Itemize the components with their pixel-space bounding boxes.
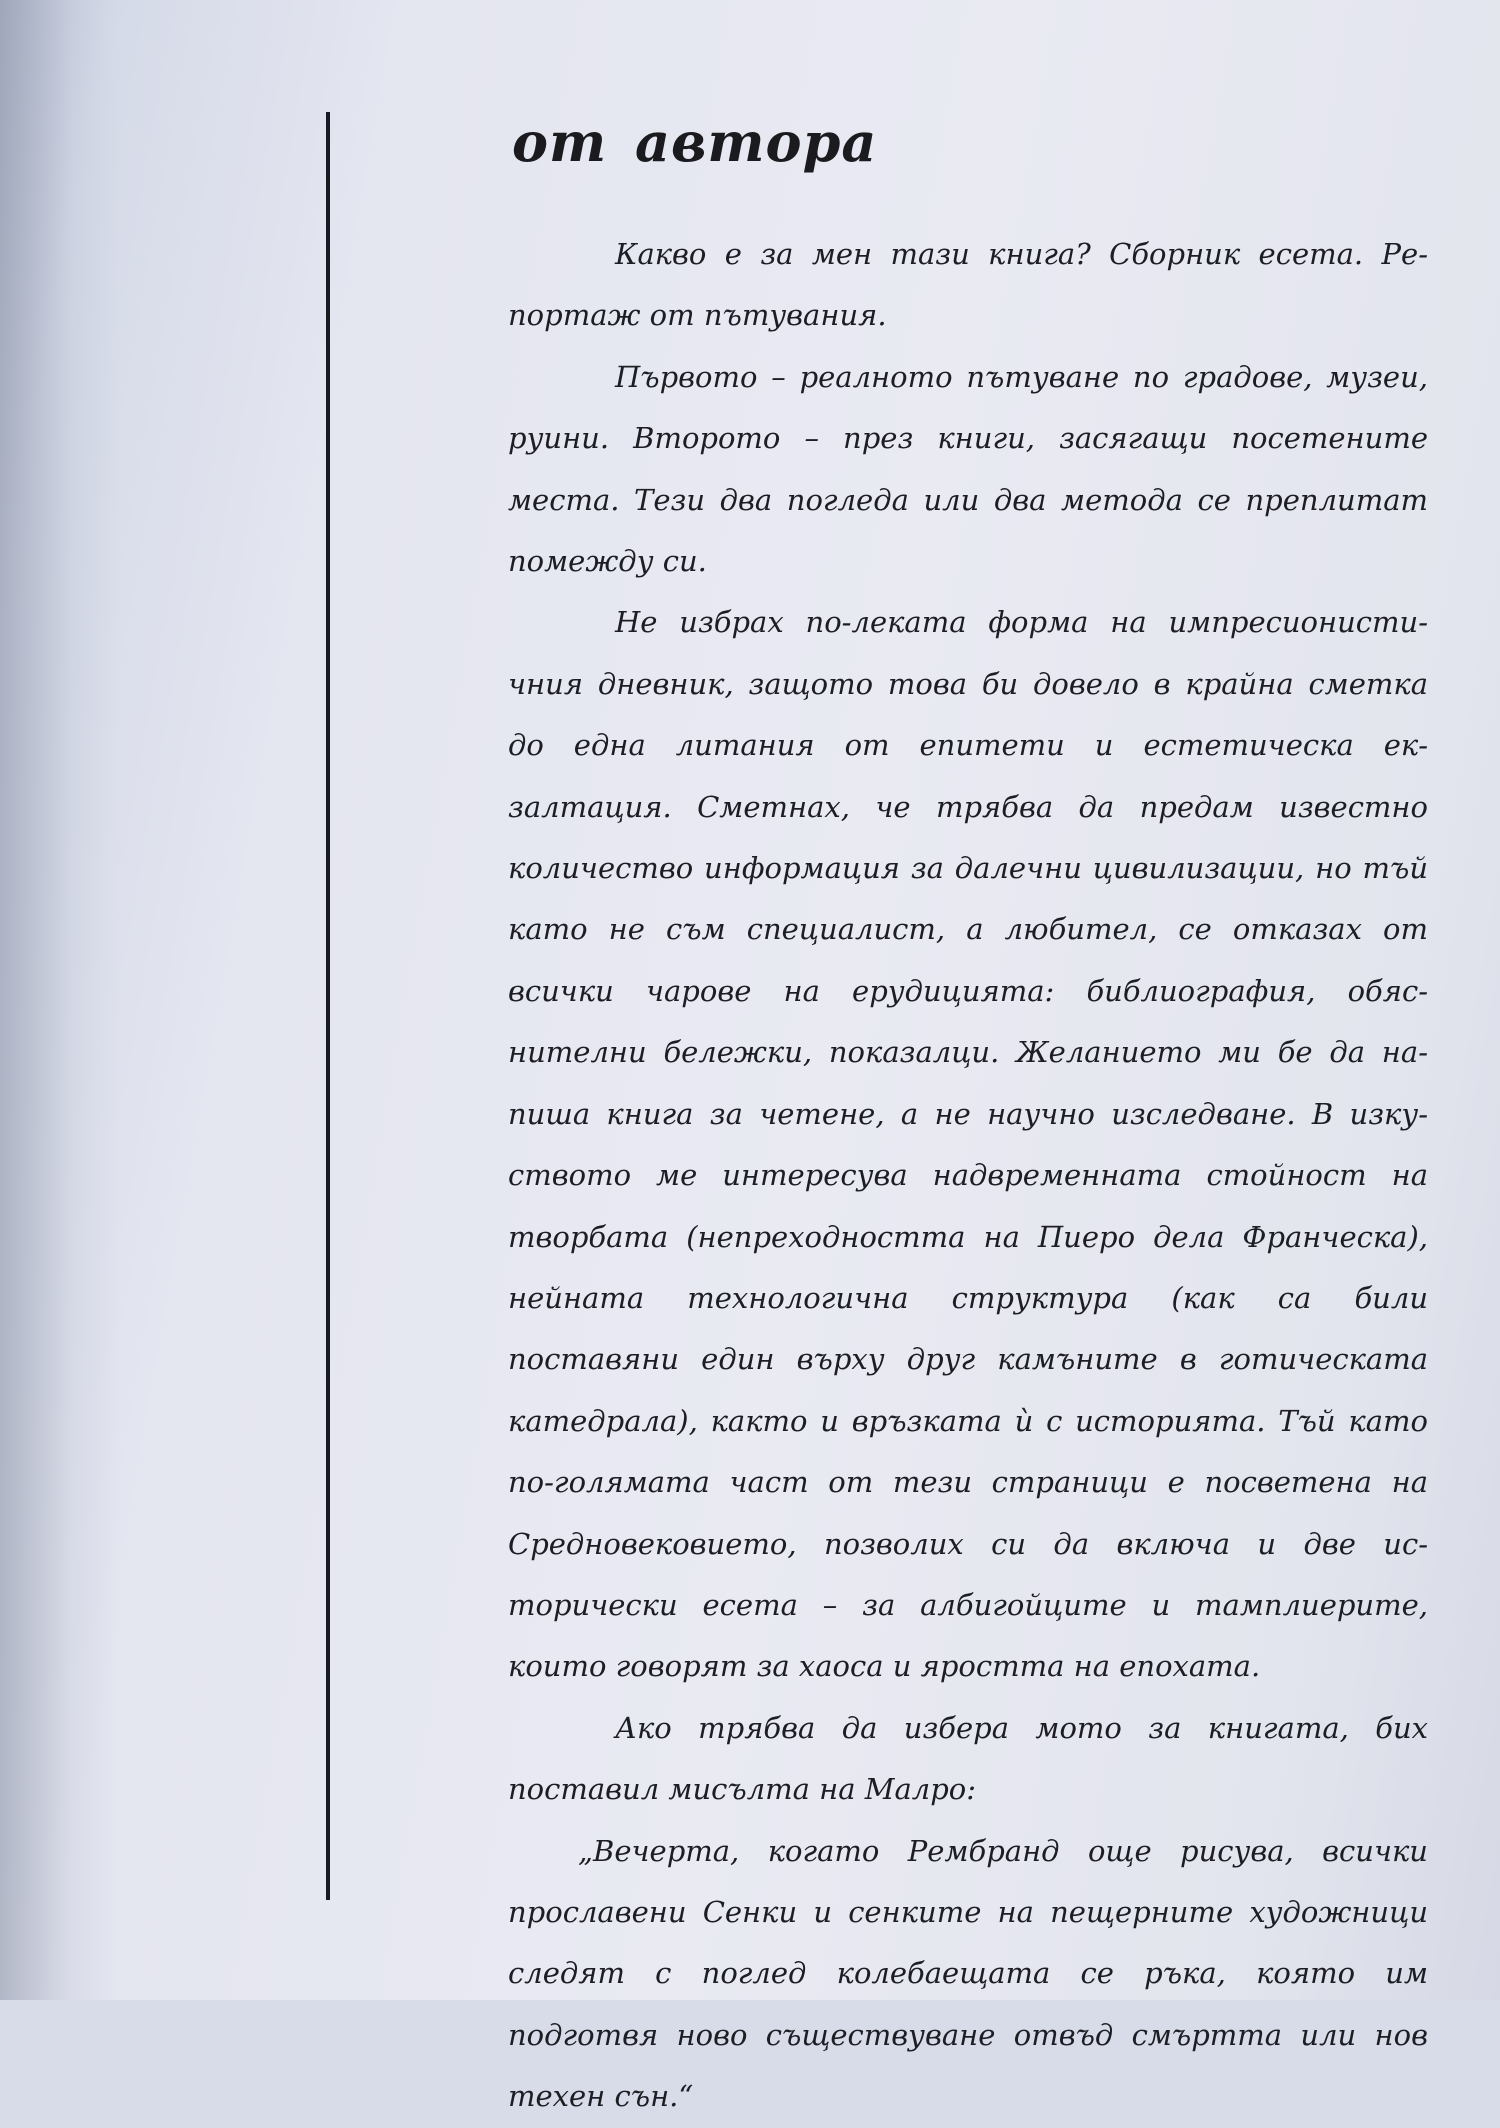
malraux-quote: „Вечерта, когато Рембранд още рисува, всички прославени Сенки и сенките на пещерните художници следят с поглед колебаещата се ръка, която им подготвя ново съществуване отвъд смъртта или нов техен сън.“ xyxy=(508,1833,1428,2114)
body-text xyxy=(508,224,1428,2128)
paragraph: Какво е за мен тази книга? Сборник есета. Репортаж от пътувания. xyxy=(508,237,1428,333)
vertical-rule xyxy=(326,112,330,1900)
paragraph: Ако трябва да избера мото за книгата, бих поставил мисълта на Малро: xyxy=(508,1710,1428,1807)
paragraph: Не избрах по-леката форма на импресионистичния дневник, защото това би довело в крайна сметка до една литания от епитети и естетическа екзалтация. Сметнах, че трябва да предам известно количество информация за далечни цивилизации, но тъй като не съм специалист, а любител, се отказах от всички чарове на ерудицията: библиография, обяснителни бележки, показалци. Желанието ми бе да напиша книга за четене, а не научно изследване. В изкуството ме интересува надвременната стойност на творбата (непреходността на Пиеро дела Франческа), нейната технологична структура (как са били поставяни един върху друг камъните в готическата катедрала), както и връзката ѝ с историята. Тъй като по-голямата част от тези страници е посветена на Средновековието, позволих си да включа и две исторически есета – за албигойците и тамплиерите, които говорят за хаоса и яростта на епохата. xyxy=(508,605,1428,1684)
gutter-shadow xyxy=(0,0,120,2000)
page-title: от автора xyxy=(512,110,878,174)
paragraph: Първото – реалното пътуване по градове, музеи, руини. Второто – през книги, засягащи посетените места. Тези два погледа или два метода се преплитат помежду си. xyxy=(508,359,1428,579)
